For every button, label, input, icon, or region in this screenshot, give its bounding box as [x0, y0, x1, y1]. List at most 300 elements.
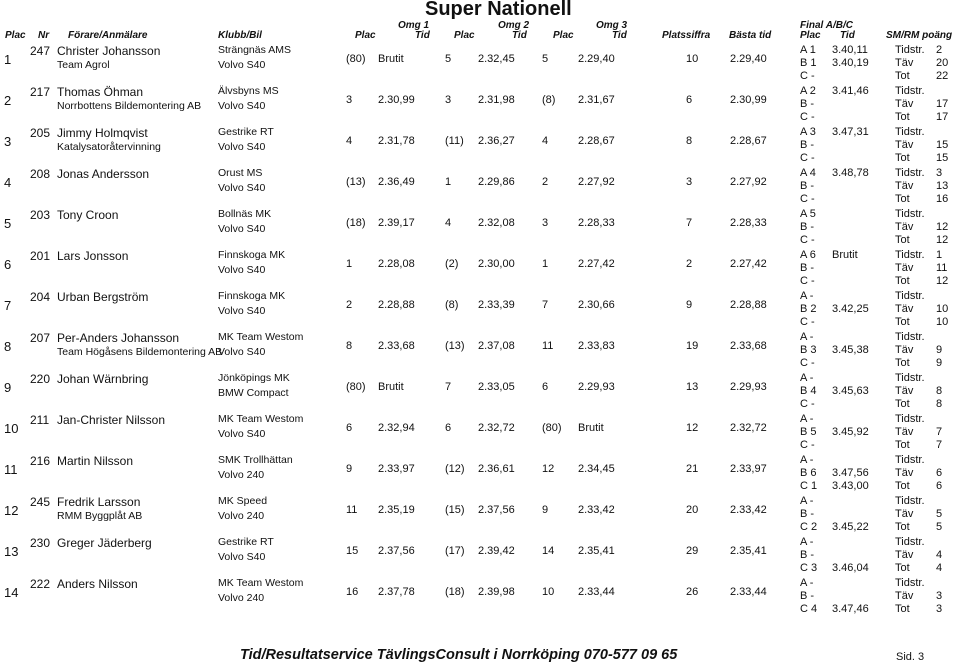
- row-sponsor: Team Agrol: [57, 59, 110, 71]
- final-plac: B -: [800, 549, 815, 561]
- row-club: Finnskoga MK: [218, 249, 286, 261]
- basta-tid: 2.28,88: [730, 299, 767, 311]
- final-plac: A -: [800, 495, 814, 507]
- omg2-plac: 6: [445, 422, 452, 434]
- row-car: Volvo S40: [218, 182, 266, 194]
- header-omg3: Omg 3: [596, 20, 628, 31]
- row-plac: 14: [4, 585, 19, 600]
- omg1-plac: (13): [346, 176, 366, 188]
- sm-label: Tot: [895, 193, 910, 205]
- sm-points: 13: [936, 180, 949, 192]
- omg3-plac: (80): [542, 422, 562, 434]
- final-plac: C 2: [800, 521, 818, 533]
- sm-points: 9: [936, 357, 943, 369]
- omg3-plac: 10: [542, 586, 555, 598]
- row-driver-name: Greger Jäderberg: [57, 536, 152, 550]
- sm-points: 8: [936, 385, 943, 397]
- sm-label: Tot: [895, 70, 910, 82]
- sm-points: 12: [936, 221, 949, 233]
- omg1-tid: 2.33,97: [378, 463, 415, 475]
- platssiffra: 7: [686, 217, 693, 229]
- final-tid: 3.40,19: [832, 57, 869, 69]
- row-plac: 8: [4, 339, 12, 354]
- final-tid: 3.47,56: [832, 467, 869, 479]
- sm-points: 12: [936, 275, 949, 287]
- row-plac: 10: [4, 421, 19, 436]
- basta-tid: 2.33,44: [730, 586, 767, 598]
- omg1-tid: 2.28,88: [378, 299, 415, 311]
- final-plac: C -: [800, 193, 815, 205]
- final-plac: A -: [800, 331, 814, 343]
- page-title: Super Nationell: [425, 0, 572, 20]
- omg3-tid: 2.35,41: [578, 545, 615, 557]
- omg3-plac: 5: [542, 53, 549, 65]
- row-car: Volvo 240: [218, 510, 265, 522]
- omg1-plac: (18): [346, 217, 366, 229]
- final-plac: B 3: [800, 344, 817, 356]
- row-plac: 2: [4, 93, 12, 108]
- sm-points: 9: [936, 344, 943, 356]
- basta-tid: 2.30,99: [730, 94, 767, 106]
- omg3-tid: 2.27,92: [578, 176, 615, 188]
- basta-tid: 2.29,40: [730, 53, 767, 65]
- omg2-tid: 2.33,05: [478, 381, 515, 393]
- platssiffra: 6: [686, 94, 693, 106]
- platssiffra: 13: [686, 381, 699, 393]
- final-plac: A 5: [800, 208, 816, 220]
- row-club: MK Team Westom: [218, 331, 304, 343]
- sm-label: Tidstr.: [895, 208, 925, 220]
- platssiffra: 21: [686, 463, 699, 475]
- omg3-plac: 6: [542, 381, 549, 393]
- sm-label: Täv: [895, 549, 914, 561]
- row-club: Bollnäs MK: [218, 208, 272, 220]
- omg1-plac: 6: [346, 422, 353, 434]
- row-driver-name: Per-Anders Johansson: [57, 331, 180, 345]
- row-plac: 4: [4, 175, 12, 190]
- sm-points: 2: [936, 44, 943, 56]
- sm-points: 1: [936, 249, 943, 261]
- omg1-tid: 2.37,78: [378, 586, 415, 598]
- row-nr: 247: [30, 44, 51, 58]
- omg2-tid: 2.37,08: [478, 340, 515, 352]
- platssiffra: 26: [686, 586, 699, 598]
- omg2-tid: 2.37,56: [478, 504, 515, 516]
- omg2-plac: (13): [445, 340, 465, 352]
- omg1-plac: 4: [346, 135, 353, 147]
- omg1-tid: 2.31,78: [378, 135, 415, 147]
- header-platssiffra: Platssiffra: [662, 30, 711, 41]
- omg3-plac: 14: [542, 545, 555, 557]
- sm-label: Täv: [895, 590, 914, 602]
- final-plac: C -: [800, 234, 815, 246]
- final-plac: A -: [800, 577, 814, 589]
- omg2-tid: 2.36,27: [478, 135, 515, 147]
- final-plac: C -: [800, 152, 815, 164]
- omg3-plac: 9: [542, 504, 549, 516]
- final-plac: C -: [800, 111, 815, 123]
- final-plac: A 1: [800, 44, 816, 56]
- sm-label: Tot: [895, 234, 910, 246]
- omg1-tid: 2.32,94: [378, 422, 415, 434]
- final-plac: B 6: [800, 467, 817, 479]
- page-number: Sid. 3: [896, 651, 925, 663]
- row-nr: 245: [30, 495, 51, 509]
- sm-points: 4: [936, 562, 943, 574]
- row-car: Volvo S40: [218, 346, 266, 358]
- row-club: Jönköpings MK: [218, 372, 290, 384]
- row-nr: 208: [30, 167, 51, 181]
- platssiffra: 9: [686, 299, 693, 311]
- omg1-tid: 2.28,08: [378, 258, 415, 270]
- omg3-tid: 2.29,93: [578, 381, 615, 393]
- row-club: Gestrike RT: [218, 536, 274, 548]
- row-plac: 9: [4, 380, 12, 395]
- row-car: Volvo S40: [218, 305, 266, 317]
- final-plac: A -: [800, 413, 814, 425]
- final-plac: C -: [800, 357, 815, 369]
- row-car: Volvo 240: [218, 592, 265, 604]
- final-plac: A -: [800, 536, 814, 548]
- sm-label: Tot: [895, 398, 910, 410]
- row-plac: 13: [4, 544, 19, 559]
- row-club: MK Team Westom: [218, 577, 304, 589]
- header-plac1: Plac: [355, 30, 376, 41]
- row-nr: 216: [30, 454, 51, 468]
- row-plac: 11: [4, 462, 18, 477]
- final-plac: B -: [800, 221, 815, 233]
- basta-tid: 2.35,41: [730, 545, 767, 557]
- sm-points: 20: [936, 57, 949, 69]
- final-plac: B 4: [800, 385, 817, 397]
- omg2-plac: 7: [445, 381, 452, 393]
- sm-label: Tidstr.: [895, 126, 925, 138]
- final-plac: A 2: [800, 85, 816, 97]
- omg1-plac: 16: [346, 586, 359, 598]
- row-driver-name: Christer Johansson: [57, 44, 161, 58]
- row-plac: 6: [4, 257, 12, 272]
- row-nr: 203: [30, 208, 51, 222]
- final-tid: 3.45,38: [832, 344, 869, 356]
- final-plac: B -: [800, 98, 815, 110]
- platssiffra: 2: [686, 258, 693, 270]
- header-final-plac: Plac: [800, 30, 821, 41]
- omg1-plac: 3: [346, 94, 353, 106]
- sm-label: Tot: [895, 480, 910, 492]
- sm-points: 16: [936, 193, 949, 205]
- sm-label: Tot: [895, 562, 910, 574]
- sm-points: 10: [936, 316, 949, 328]
- sm-label: Tidstr.: [895, 290, 925, 302]
- row-sponsor: RMM Byggplåt AB: [57, 510, 143, 522]
- omg2-plac: (17): [445, 545, 465, 557]
- omg1-tid: 2.36,49: [378, 176, 415, 188]
- final-plac: B 2: [800, 303, 817, 315]
- omg1-tid: 2.30,99: [378, 94, 415, 106]
- row-club: Orust MS: [218, 167, 263, 179]
- row-driver-name: Fredrik Larsson: [57, 495, 141, 509]
- sm-label: Tidstr.: [895, 44, 925, 56]
- omg2-tid: 2.36,61: [478, 463, 515, 475]
- sm-label: Tidstr.: [895, 331, 925, 343]
- header-omg2: Omg 2: [498, 20, 530, 31]
- header-tid3: Tid: [612, 30, 627, 41]
- row-nr: 230: [30, 536, 51, 550]
- omg1-tid: 2.35,19: [378, 504, 415, 516]
- basta-tid: 2.28,67: [730, 135, 767, 147]
- row-nr: 201: [30, 249, 51, 263]
- sm-points: 7: [936, 426, 943, 438]
- final-plac: A -: [800, 290, 814, 302]
- omg1-plac: (80): [346, 381, 366, 393]
- row-driver-name: Tony Croon: [57, 208, 119, 222]
- sm-label: Tidstr.: [895, 249, 925, 261]
- platssiffra: 3: [686, 176, 693, 188]
- sm-label: Tidstr.: [895, 454, 925, 466]
- row-car: Volvo S40: [218, 100, 266, 112]
- final-plac: B 5: [800, 426, 817, 438]
- sm-points: 17: [936, 111, 949, 123]
- final-plac: B -: [800, 508, 815, 520]
- row-plac: 5: [4, 216, 12, 231]
- platssiffra: 12: [686, 422, 699, 434]
- header-plac3: Plac: [553, 30, 574, 41]
- basta-tid: 2.32,72: [730, 422, 767, 434]
- sm-label: Tot: [895, 275, 910, 287]
- omg3-tid: 2.31,67: [578, 94, 615, 106]
- omg3-tid: 2.30,66: [578, 299, 615, 311]
- omg3-plac: 1: [542, 258, 549, 270]
- sm-label: Täv: [895, 303, 914, 315]
- row-driver-name: Johan Wärnbring: [57, 372, 149, 386]
- sm-label: Tot: [895, 521, 910, 533]
- row-club: Älvsbyns MS: [218, 85, 279, 97]
- omg1-plac: (80): [346, 53, 366, 65]
- final-plac: B 1: [800, 57, 817, 69]
- row-car: Volvo S40: [218, 428, 266, 440]
- basta-tid: 2.33,42: [730, 504, 767, 516]
- final-plac: B -: [800, 262, 815, 274]
- omg2-tid: 2.39,98: [478, 586, 515, 598]
- sm-points: 5: [936, 521, 943, 533]
- sm-label: Täv: [895, 344, 914, 356]
- header-sm-rm: SM/RM poäng: [886, 30, 953, 41]
- row-car: Volvo S40: [218, 264, 266, 276]
- row-nr: 222: [30, 577, 51, 591]
- sm-points: 6: [936, 467, 943, 479]
- row-car: Volvo S40: [218, 141, 266, 153]
- basta-tid: 2.29,93: [730, 381, 767, 393]
- final-tid: 3.43,00: [832, 480, 869, 492]
- row-plac: 7: [4, 298, 12, 313]
- basta-tid: 2.28,33: [730, 217, 767, 229]
- omg1-plac: 15: [346, 545, 359, 557]
- sm-points: 22: [936, 70, 949, 82]
- omg2-tid: 2.31,98: [478, 94, 515, 106]
- omg2-plac: (15): [445, 504, 465, 516]
- row-driver-name: Anders Nilsson: [57, 577, 138, 591]
- omg2-tid: 2.29,86: [478, 176, 515, 188]
- omg2-plac: (2): [445, 258, 459, 270]
- omg3-plac: (8): [542, 94, 556, 106]
- row-driver-name: Jimmy Holmqvist: [57, 126, 148, 140]
- row-club: Finnskoga MK: [218, 290, 286, 302]
- omg1-plac: 2: [346, 299, 353, 311]
- row-nr: 207: [30, 331, 51, 345]
- final-tid: 3.48,78: [832, 167, 869, 179]
- row-nr: 205: [30, 126, 51, 140]
- header-tid2: Tid: [512, 30, 527, 41]
- row-club: Gestrike RT: [218, 126, 274, 138]
- header-basta-tid: Bästa tid: [729, 30, 772, 41]
- sm-label: Täv: [895, 98, 914, 110]
- row-plac: 3: [4, 134, 12, 149]
- row-nr: 217: [30, 85, 51, 99]
- sm-label: Tidstr.: [895, 495, 925, 507]
- final-plac: B -: [800, 139, 815, 151]
- final-tid: 3.45,63: [832, 385, 869, 397]
- omg1-tid: Brutit: [378, 381, 404, 393]
- omg3-tid: 2.33,44: [578, 586, 615, 598]
- final-plac: B -: [800, 590, 815, 602]
- final-plac: C -: [800, 439, 815, 451]
- basta-tid: 2.27,92: [730, 176, 767, 188]
- sm-label: Täv: [895, 57, 914, 69]
- sm-label: Täv: [895, 426, 914, 438]
- final-plac: C 3: [800, 562, 818, 574]
- sm-points: 17: [936, 98, 949, 110]
- row-driver-name: Lars Jonsson: [57, 249, 129, 263]
- final-plac: C -: [800, 70, 815, 82]
- row-plac: 1: [4, 52, 12, 67]
- omg3-plac: 12: [542, 463, 555, 475]
- row-car: Volvo S40: [218, 223, 266, 235]
- sm-points: 10: [936, 303, 949, 315]
- header-tid1: Tid: [415, 30, 430, 41]
- sm-points: 7: [936, 439, 943, 451]
- row-club: Strängnäs AMS: [218, 44, 291, 56]
- final-plac: C -: [800, 316, 815, 328]
- sm-label: Täv: [895, 262, 914, 274]
- row-sponsor: Norrbottens Bildemontering AB: [57, 100, 202, 112]
- row-nr: 204: [30, 290, 51, 304]
- omg1-plac: 11: [346, 504, 358, 516]
- final-tid: 3.45,22: [832, 521, 869, 533]
- omg2-plac: 4: [445, 217, 452, 229]
- omg1-tid: Brutit: [378, 53, 404, 65]
- row-plac: 12: [4, 503, 19, 518]
- omg3-tid: 2.28,67: [578, 135, 615, 147]
- sm-label: Tidstr.: [895, 577, 925, 589]
- sm-label: Täv: [895, 221, 914, 233]
- sm-label: Täv: [895, 385, 914, 397]
- sm-points: 4: [936, 549, 943, 561]
- omg3-plac: 2: [542, 176, 549, 188]
- omg2-plac: (12): [445, 463, 465, 475]
- header-final: Final A/B/C: [800, 20, 853, 31]
- sm-label: Täv: [895, 508, 914, 520]
- row-driver-name: Urban Bergström: [57, 290, 149, 304]
- final-plac: A -: [800, 372, 814, 384]
- platssiffra: 19: [686, 340, 699, 352]
- omg3-tid: 2.27,42: [578, 258, 615, 270]
- final-tid: 3.46,04: [832, 562, 869, 574]
- omg3-plac: 4: [542, 135, 549, 147]
- row-sponsor: Katalysatoråtervinning: [57, 141, 161, 153]
- row-club: SMK Trollhättan: [218, 454, 293, 466]
- omg1-tid: 2.37,56: [378, 545, 415, 557]
- row-car: BMW Compact: [218, 387, 289, 399]
- omg2-plac: 1: [445, 176, 452, 188]
- row-sponsor: Team Högåsens Bildemontering AB: [57, 346, 223, 358]
- sm-points: 6: [936, 480, 943, 492]
- sm-label: Tidstr.: [895, 536, 925, 548]
- sm-points: 8: [936, 398, 943, 410]
- sm-points: 3: [936, 167, 943, 179]
- basta-tid: 2.33,97: [730, 463, 767, 475]
- final-tid: 3.40,11: [832, 44, 868, 56]
- row-driver-name: Martin Nilsson: [57, 454, 134, 468]
- omg2-plac: (18): [445, 586, 465, 598]
- final-tid: 3.42,25: [832, 303, 869, 315]
- sm-label: Tidstr.: [895, 372, 925, 384]
- omg2-tid: 2.30,00: [478, 258, 515, 270]
- omg3-tid: 2.33,83: [578, 340, 615, 352]
- final-plac: A 6: [800, 249, 816, 261]
- platssiffra: 8: [686, 135, 693, 147]
- header-driver: Förare/Anmälare: [68, 30, 148, 41]
- sm-points: 5: [936, 508, 943, 520]
- sm-label: Tidstr.: [895, 167, 925, 179]
- header-omg1: Omg 1: [398, 20, 430, 31]
- omg2-tid: 2.39,42: [478, 545, 515, 557]
- omg3-tid: 2.28,33: [578, 217, 615, 229]
- final-plac: C -: [800, 398, 815, 410]
- sm-label: Tot: [895, 357, 910, 369]
- final-tid: 3.47,31: [832, 126, 869, 138]
- omg1-tid: 2.33,68: [378, 340, 415, 352]
- row-nr: 220: [30, 372, 51, 386]
- final-plac: A 4: [800, 167, 816, 179]
- sm-label: Tot: [895, 316, 910, 328]
- basta-tid: 2.27,42: [730, 258, 767, 270]
- header-plac: Plac: [5, 30, 26, 41]
- row-nr: 211: [30, 413, 50, 427]
- omg2-plac: 5: [445, 53, 452, 65]
- row-club: MK Speed: [218, 495, 268, 507]
- header-plac2: Plac: [454, 30, 475, 41]
- row-driver-name: Thomas Öhman: [57, 85, 144, 99]
- sm-points: 15: [936, 152, 949, 164]
- omg3-plac: 3: [542, 217, 549, 229]
- footer-text: Tid/Resultatservice TävlingsConsult i Norrköping 070-577 09 65: [240, 647, 678, 663]
- sm-label: Tot: [895, 439, 910, 451]
- omg1-tid: 2.39,17: [378, 217, 415, 229]
- final-plac: C 1: [800, 480, 818, 492]
- omg2-tid: 2.32,45: [478, 53, 515, 65]
- final-plac: A 3: [800, 126, 816, 138]
- header-final-tid: Tid: [840, 30, 855, 41]
- omg2-tid: 2.33,39: [478, 299, 515, 311]
- row-car: Volvo S40: [218, 59, 266, 71]
- omg2-plac: 3: [445, 94, 452, 106]
- omg3-tid: Brutit: [578, 422, 604, 434]
- omg3-tid: 2.34,45: [578, 463, 615, 475]
- omg2-tid: 2.32,72: [478, 422, 515, 434]
- header-club: Klubb/Bil: [218, 30, 262, 41]
- sm-label: Tot: [895, 111, 910, 123]
- omg1-plac: 1: [346, 258, 353, 270]
